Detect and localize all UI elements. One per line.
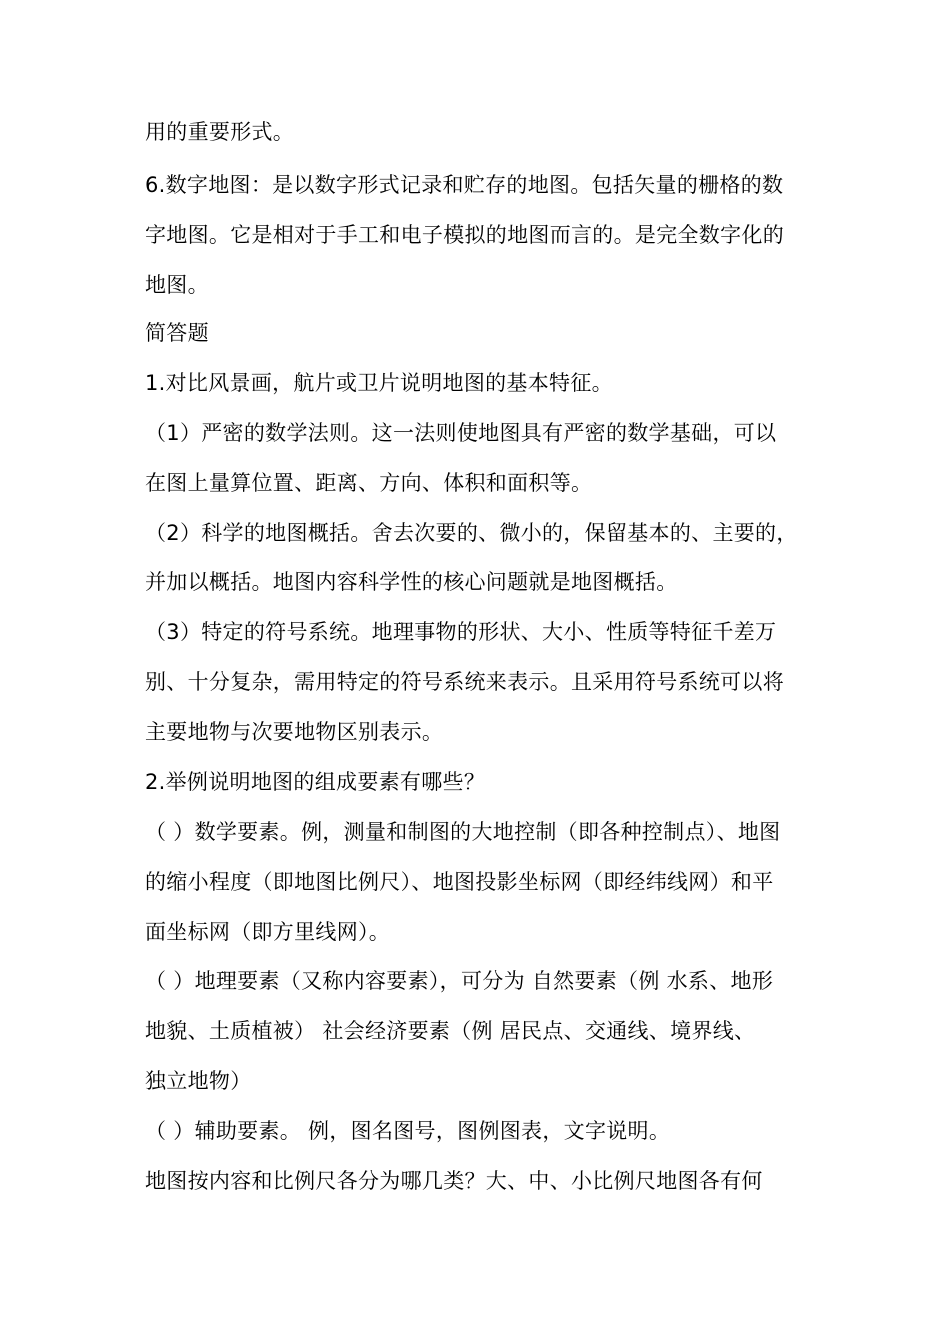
text-line: （2）科学的地图概括。舍去次要的、微小的，保留基本的、主要的， [145, 521, 798, 545]
text-line: （ ）地理要素（又称内容要素），可分为 自然要素（例 水系、地形 [145, 969, 774, 993]
text-line: 并加以概括。地图内容科学性的核心问题就是地图概括。 [145, 570, 678, 594]
text-line: 地图。 [145, 273, 209, 297]
text-line: （ ）辅助要素。 例，图名图号，图例图表，文字说明。 [145, 1119, 671, 1143]
section-heading: 简答题 [145, 321, 209, 345]
text-line: 别、十分复杂，需用特定的符号系统来表示。且采用符号系统可以将 [145, 670, 784, 694]
text-line: 6.数字地图：是以数字形式记录和贮存的地图。包括矢量的栅格的数 [145, 173, 784, 197]
text-line: 用的重要形式。 [145, 120, 295, 144]
text-line: 在图上量算位置、距离、方向、体积和面积等。 [145, 471, 593, 495]
text-line: （3）特定的符号系统。地理事物的形状、大小、性质等特征千差万 [145, 620, 777, 644]
question-title: 地图按内容和比例尺各分为哪几类？大、中、小比例尺地图各有何 [145, 1169, 763, 1193]
text-line: （1）严密的数学法则。这一法则使地图具有严密的数学基础，可以 [145, 421, 777, 445]
question-title: 1.对比风景画，航片或卫片说明地图的基本特征。 [145, 371, 613, 395]
text-line: 独立地物） [145, 1069, 252, 1093]
question-title: 2.举例说明地图的组成要素有哪些？ [145, 770, 486, 794]
text-line: （ ）数学要素。例，测量和制图的大地控制（即各种控制点）、地图 [145, 820, 781, 844]
text-line: 的缩小程度（即地图比例尺）、地图投影坐标网（即经纬线网）和平 [145, 870, 774, 894]
text-line: 字地图。它是相对于手工和电子模拟的地图而言的。是完全数字化的 [145, 223, 784, 247]
text-line: 面坐标网（即方里线网）。 [145, 920, 391, 944]
text-line: 地貌、土质植被） 社会经济要素（例 居民点、交通线、境界线、 [145, 1019, 756, 1043]
text-line: 主要地物与次要地物区别表示。 [145, 720, 444, 744]
